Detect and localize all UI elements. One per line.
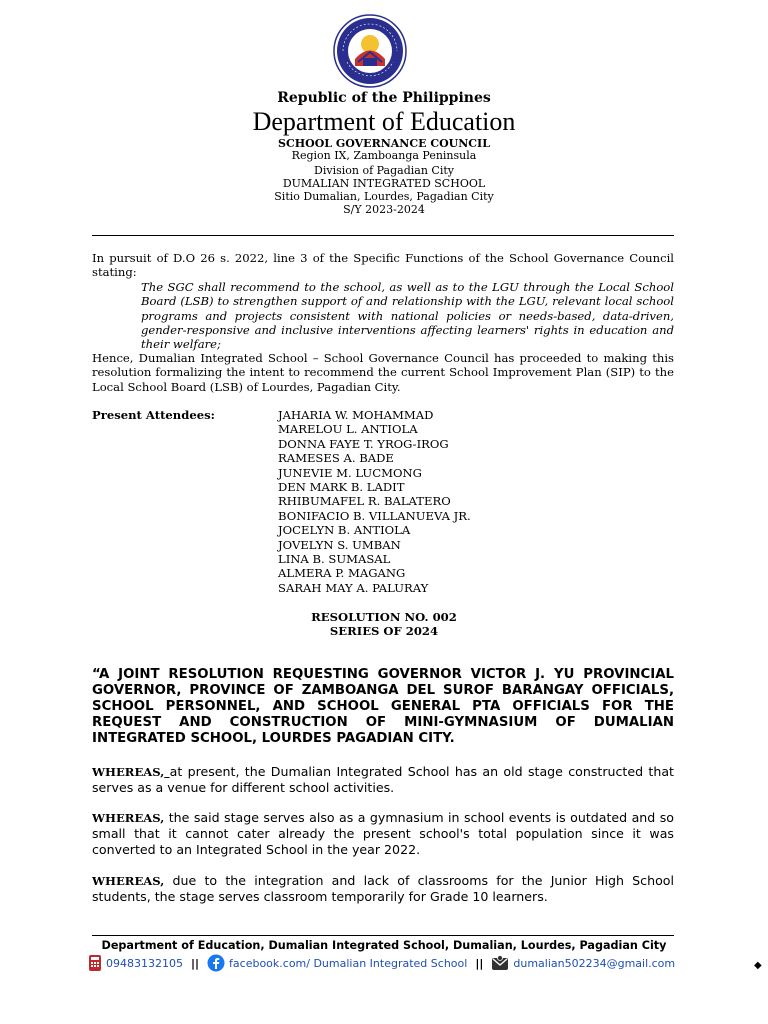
- footer-address: Department of Education, Dumalian Integrated School, Dumalian, Lourdes, Pagadian City: [101, 939, 667, 952]
- department-heading: Department of Education: [252, 107, 516, 136]
- attendee-name: JOCELYN B. ANTIOLA: [278, 523, 411, 538]
- header-divider: [92, 235, 674, 236]
- intro-paragraph: In pursuit of D.O 26 s. 2022, line 3 of the Specific Functions of the School Governance Council stating:: [92, 251, 674, 280]
- footer-divider: [92, 935, 674, 936]
- facebook-icon: [207, 954, 225, 972]
- attendee-name: DEN MARK B. LADIT: [278, 480, 405, 495]
- deped-seal-logo: [333, 14, 407, 88]
- attendee-name: JUNEVIE M. LUCMONG: [278, 465, 422, 480]
- separator: ||: [475, 956, 484, 970]
- email-icon: [491, 955, 509, 971]
- whereas-keyword: WHEREAS,: [92, 874, 165, 888]
- whereas-clause-1: [92, 764, 674, 796]
- attendee-name: ALMERA P. MAGANG: [278, 566, 406, 581]
- attendee-name: RHIBUMAFEL R. BALATERO: [278, 494, 451, 509]
- resolution-number: RESOLUTION NO. 002: [311, 610, 457, 624]
- bullet-mark: ◆: [754, 960, 762, 971]
- quoted-function: The SGC shall recommend to the school, as well as to the LGU through the Local School Board (LSB) to strengthen support of and relationship with the LGU, relevant local school programs and projects consistent with national policies or needs-based, data-driven, gender-responsive and inclusive interventions affecting learners' rights in education and their welfare;: [141, 280, 674, 352]
- school-year-line: S/Y 2023-2024: [343, 203, 425, 216]
- attendee-name: JOVELYN S. UMBAN: [278, 537, 401, 552]
- whereas-clause-2: [92, 810, 674, 858]
- attendee-name: DONNA FAYE T. YROG-IROG: [278, 436, 449, 451]
- separator: ||: [190, 956, 200, 970]
- council-heading: SCHOOL GOVERNANCE COUNCIL: [278, 137, 490, 150]
- division-line: Division of Pagadian City: [314, 164, 454, 177]
- hence-paragraph: Hence, Dumalian Integrated School – School Governance Council has proceeded to making this resolution formalizing the intent to recommend the current School Improvement Plan (SIP) to the Local School Board (LSB) of Lourdes, Pagadian City.: [92, 351, 674, 394]
- resolution-series: SERIES OF 2024: [329, 624, 439, 639]
- attendees-label: Present Attendees:: [92, 408, 215, 422]
- attendee-name: MARELOU L. ANTIOLA: [278, 422, 418, 437]
- whereas-clause-3: [92, 873, 674, 905]
- facebook-link[interactable]: facebook.com/ Dumalian Integrated School: [229, 956, 468, 970]
- whereas-keyword: WHEREAS,: [92, 811, 165, 825]
- telephone-icon: [88, 954, 102, 972]
- school-line: DUMALIAN INTEGRATED SCHOOL: [282, 177, 486, 190]
- footer-contacts: [88, 952, 675, 974]
- attendee-name: BONIFACIO B. VILLANUEVA JR.: [278, 508, 471, 523]
- whereas-keyword: WHEREAS,: [92, 765, 165, 779]
- republic-heading: Republic of the Philippines: [277, 90, 491, 106]
- attendee-name: JAHARIA W. MOHAMMAD: [278, 408, 434, 422]
- attendees-list: [278, 408, 471, 595]
- attendee-name: SARAH MAY A. PALURAY: [278, 580, 429, 595]
- address-line: Sitio Dumalian, Lourdes, Pagadian City: [274, 190, 494, 203]
- whereas-text: due to the integration and lack of classrooms for the Junior High School students, the stage serves classroom temporarily for Grade 10 learners.: [92, 873, 674, 904]
- region-line: Region IX, Zamboanga Peninsula: [291, 149, 477, 162]
- email-link[interactable]: dumalian502234@gmail.com: [513, 956, 676, 970]
- attendee-name: LINA B. SUMASAL: [278, 552, 391, 567]
- whereas-text: the said stage serves also as a gymnasium in school events is outdated and so small that it cannot cater already the present school's total population since it was converted to an Integrated School in the year 2022.: [92, 810, 674, 857]
- resolution-heading: [0, 610, 768, 639]
- whereas-text: at present, the Dumalian Integrated School has an old stage constructed that serves as a venue for different school activities.: [92, 764, 674, 795]
- attendee-name: RAMESES A. BADE: [278, 451, 394, 466]
- phone-number[interactable]: 09483132105: [106, 956, 183, 970]
- resolution-title: “A JOINT RESOLUTION REQUESTING GOVERNOR VICTOR J. YU PROVINCIAL GOVERNOR, PROVINCE OF ZAMBOANGA DEL SUROF BARANGAY OFFICIALS, SCHOOL PERSONNEL, AND SCHOOL GENERAL PTA OFFICIALS FOR THE REQUEST AND CONSTRUCTION OF MINI-GYMNASIUM OF DUMALIAN INTEGRATED SCHOOL, LOURDES PAGADIAN CITY.: [92, 667, 674, 746]
